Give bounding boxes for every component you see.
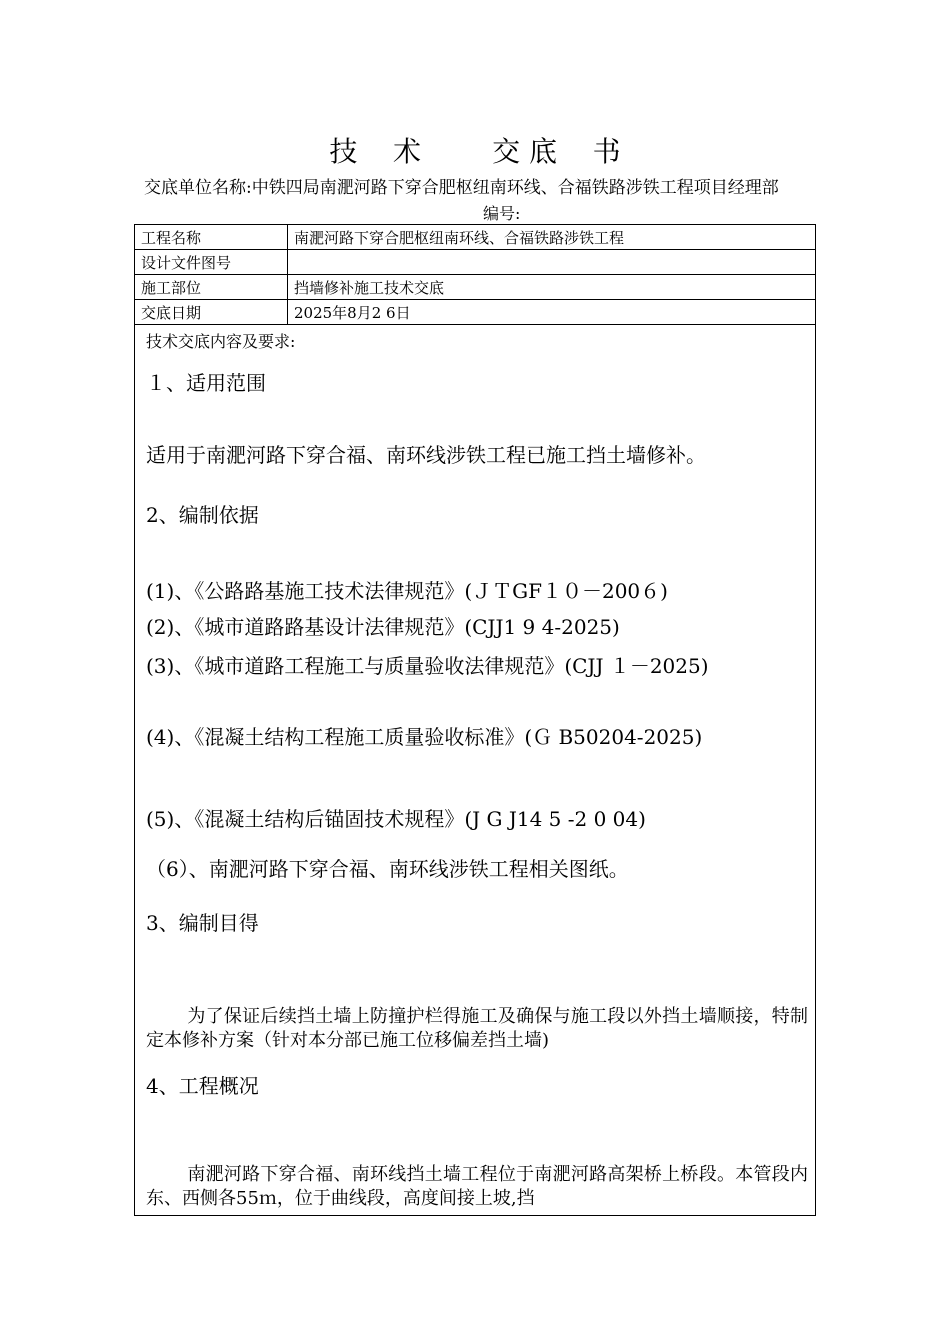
reference-item: （6）、南淝河路下穿合福、南环线涉铁工程相关图纸。 <box>146 857 629 881</box>
row-label: 施工部位 <box>135 275 288 300</box>
row-value <box>288 250 816 275</box>
section-4-heading: 4、工程概况 <box>146 1074 259 1098</box>
reference-item: (4)、《混凝土结构工程施工质量验收标准》(Ｇ B50204-2025) <box>146 725 703 749</box>
issuing-unit: 交底单位名称:中铁四局南淝河路下穿合肥枢纽南环线、合福铁路涉铁工程项目经理部 <box>144 178 779 198</box>
section-1-heading: １、适用范围 <box>146 371 266 395</box>
content-box <box>134 325 816 1216</box>
table-row <box>135 225 816 250</box>
row-label: 工程名称 <box>135 225 288 250</box>
reference-item: (3)、《城市道路工程施工与质量验收法律规范》(CJJ １－2025) <box>146 654 709 678</box>
document-title: 技 术 交 底 书 <box>329 135 621 168</box>
table-row <box>135 300 816 325</box>
reference-item: (5)、《混凝土结构后锚固技术规程》(J G J14 5 -2 0 04) <box>146 807 646 831</box>
row-value: 挡墙修补施工技术交底 <box>288 275 816 300</box>
section-4-text: 南淝河路下穿合福、南环线挡土墙工程位于南淝河路高架桥上桥段。本管段内东、西侧各55ｍ，位于曲线段，高度间接上坡,挡 <box>146 1164 808 1209</box>
section-1-text: 适用于南淝河路下穿合福、南环线涉铁工程已施工挡土墙修补。 <box>146 443 706 467</box>
table-row <box>135 275 816 300</box>
reference-item: (2)、《城市道路路基设计法律规范》(CJJ1 9 4-2025) <box>146 615 620 639</box>
row-label: 设计文件图号 <box>135 250 288 275</box>
section-3-heading: 3、编制目得 <box>146 911 259 935</box>
code-label: 编号: <box>483 204 521 223</box>
table-row <box>135 250 816 275</box>
reference-item: (1)、《公路路基施工技术法律规范》(ＪＴGF１０－200６) <box>146 579 668 603</box>
row-value: 南淝河路下穿合肥枢纽南环线、合福铁路涉铁工程 <box>288 225 816 250</box>
section-2-heading: 2、编制依据 <box>146 503 259 527</box>
section-3-text: 为了保证后续挡土墙上防撞护栏得施工及确保与施工段以外挡土墙顺接，特制定本修补方案（针对本分部已施工位移偏差挡土墙) <box>146 1006 808 1051</box>
row-value: 2025年8月2 6日 <box>288 300 816 325</box>
info-table <box>134 224 816 325</box>
row-label: 交底日期 <box>135 300 288 325</box>
requirement-label: 技术交底内容及要求: <box>146 332 296 351</box>
